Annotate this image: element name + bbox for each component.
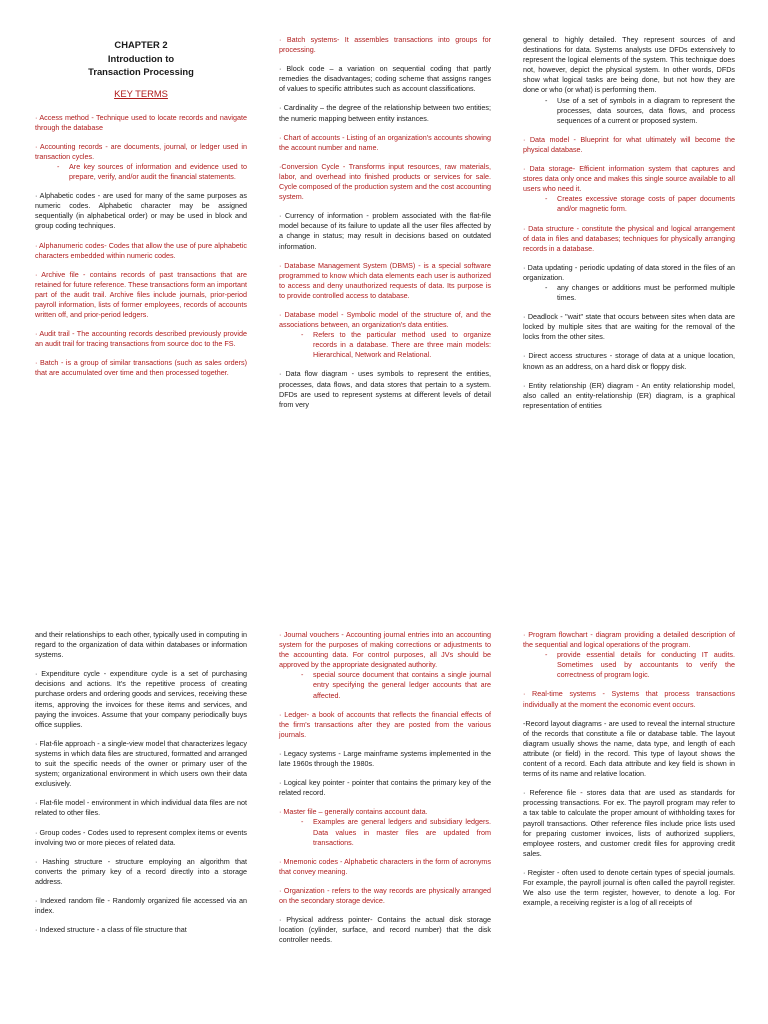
glossary-entry-text: · Data model - Blueprint for what ultimately will become the physical database. [523,134,735,154]
glossary-entry [35,798,247,818]
glossary-entry [523,312,735,342]
glossary-entry [523,35,735,126]
glossary-entry [523,135,735,155]
glossary-sub-list [557,194,735,214]
glossary-entry [523,689,735,709]
glossary-entry-text: · Alphanumeric codes- Codes that allow the use of pure alphabetic characters embedded within numeric codes. [35,240,247,260]
glossary-entry-text: · Accounting records - are documents, journal, or ledger used in transaction cycles. [35,141,247,161]
chapter-title-line-2: Transaction Processing [88,66,194,77]
glossary-entry [35,630,247,660]
top-col3-entries [523,35,735,411]
top-col2-entries [279,35,491,410]
top-column-2 [279,35,491,419]
glossary-entry [279,162,491,202]
glossary-entry-text: · Expenditure cycle - expenditure cycle is a set of purchasing decisions and actions. It's the repetitive process of creating purchase orders and ordering goods and services, receiving these items, approving the invoices for these items and services, and paying the invoices. Assume that your company periodically buys office supplies. [35,669,247,729]
glossary-sub-list [557,283,735,303]
glossary-entry-text: · Archive file - contains records of past transactions that are retained for future reference. These transactions form an important part of the audit trail. Archive files include journals, prior-period payroll information, lists of former employees, records of accounts written off, and prior-period ledgers. [35,269,248,320]
glossary-entry [279,310,491,360]
glossary-entry-text: · Cardinality – the degree of the relationship between two entities; the numeric mapping between entity instances. [279,103,491,123]
glossary-entry-text: · Ledger- a book of accounts that reflects the financial effects of the firm's transactions after they are posted from the various journals. [279,709,491,739]
glossary-entry-text: · Direct access structures - storage of data at a unique location, known as an address, on a hard disk or floppy disk. [523,351,735,371]
glossary-entry [279,886,491,906]
glossary-entry [279,710,491,740]
bottom-column-2 [279,630,491,954]
glossary-sub-item: - Refers to the particular method used to organize records in a database. There are three main models: Hierarchical, Network and Relational. [313,330,491,360]
glossary-entry-text: -Record layout diagrams - are used to reveal the internal structure of the records that constitute a file or database table. The layout diagram usually shows the name, data type, and length of each attribute (or field) in the record. This type of layout shows the content of a record. Each data attribute and key field is shown in terms of its name and relative location. [523,718,735,779]
glossary-entry [35,191,247,231]
bottom-col3-entries [523,630,735,908]
glossary-entry [35,896,247,916]
glossary-entry-text: · Block code – a variation on sequential coding that partly remedies the disadvantages; coding scheme that assigns ranges of values to specific attributes such as account classifications. [279,64,491,94]
glossary-entry-text: · Group codes - Codes used to represent complex items or events involving two or more pieces of related data. [35,827,247,847]
glossary-entry [279,64,491,94]
top-col1-entries [35,113,247,379]
bottom-col2-entries [279,630,491,945]
top-column-3 [523,35,735,420]
glossary-entry-text: · Reference file - stores data that are used as standards for processing transactions. For ex. The payroll program may refer to a tax table to calculate the proper amount of withholding taxes for payroll transactions. Other reference files include price lists used for preparing customer invoices, lists of authorized suppliers, employee rosters, and customer credit files for approving credit sales. [523,788,735,858]
glossary-entry-text: · Audit trail - The accounting records described previously provide an audit trail for tracing transactions from source doc to the FS. [35,329,247,349]
glossary-entry-text: · Data storage- Efficient information system that captures and stores data only once and makes this single source available to all users who need it. [523,164,735,194]
glossary-entry-text: · Organization - refers to the way records are physically arranged on the secondary storage device. [279,885,491,905]
glossary-entry [279,630,491,701]
glossary-entry [279,369,491,409]
glossary-entry-text: · Logical key pointer - pointer that contains the primary key of the related record. [279,778,491,798]
glossary-entry-text: · Register - often used to denote certain types of special journals. For example, the payroll journal is often called the payroll register. We also use the term register, however, to denote a log. For example, a receiving register is a log of all receipts of [523,867,735,908]
glossary-entry-text: · Master file – generally contains account data. [279,807,428,817]
glossary-entry [279,211,491,251]
glossary-entry [523,630,735,680]
bottom-col1-entries [35,630,247,935]
glossary-entry-text: · Database Management System (DBMS) - is a special software programmed to know which data elements each user is authorized to access and deny unauthorized requests of data. Its purpose is to provide controlled access to database. [279,260,491,300]
glossary-entry-text: · Program flowchart - diagram providing a detailed description of the sequential and logical operations of the program. [523,630,735,650]
glossary-entry-text: · Data structure - constitute the physical and logical arrangement of data in files and databases; techniques for physically arranging records in a database. [523,223,735,253]
top-column-1 [35,38,247,388]
glossary-entry-text: · Flat-file approach - a single-view model that characterizes legacy systems in which data files are structured, formatted and arranged to suit the specific needs of the owner or primary user of the system; organizational environment in which users own their data exclusively. [35,738,247,789]
glossary-entry [523,788,735,859]
glossary-entry-text: · Real-time systems - Systems that process transactions individually at the moment the economic event occurs. [523,689,735,709]
glossary-entry-text: · Journal vouchers - Accounting journal entries into an accounting system for the purposes of making corrections or adjustments to the accounting data. For control purposes, all JVs should be approved by the appropriate designated authority. [279,630,491,670]
glossary-sub-list [313,817,491,847]
glossary-sub-list [557,650,735,680]
glossary-entry [523,381,735,411]
glossary-sub-item: - Examples are general ledgers and subsidiary ledgers. Data values in master files are updated from transactions. [313,817,491,847]
glossary-entry [279,915,491,945]
glossary-entry-text: · Batch systems- It assembles transactions into groups for processing. [279,35,491,55]
glossary-entry [35,113,247,133]
glossary-sub-list [313,330,491,360]
glossary-entry [523,263,735,303]
chapter-label: CHAPTER 2 [114,39,168,50]
glossary-entry-text: · Deadlock - "wait" state that occurs between sites when data are locked by multiple sites that are waiting for the removal of the locks from the other sites. [523,312,735,342]
glossary-entry [35,925,247,935]
glossary-entry-text: general to highly detailed. They represent sources of and destinations for data. Systems analysts use DFDs extensively to represent the logical elements of the system. This technique does not, however, depict the physical system. In other words, DFDs show what logical tasks are being done, but not how they are done or who (or what) is performing them. [523,35,735,95]
glossary-entry-text: · Indexed structure - a class of file structure that [35,925,187,935]
glossary-entry-text: · Access method - Technique used to locate records and navigate through the database [35,112,247,132]
glossary-entry-text: · Legacy systems - Large mainframe systems implemented in the late 1960s through the 1980s. [279,748,491,769]
glossary-sub-item: - provide essential details for conducting IT audits. Sometimes used by accountants to verify the correctness of program logic. [557,650,735,680]
glossary-entry [35,241,247,261]
glossary-entry-text: · Alphabetic codes - are used for many of the same purposes as numeric codes. Alphabetic character may be assigned sequentially (in alphabetical order) or may be used in block and group coding techniques. [35,191,247,231]
bottom-column-3 [523,630,735,917]
glossary-entry [279,133,491,153]
glossary-entry [279,807,491,847]
glossary-sub-item: - special source document that contains a single journal entry specifying the general ledger accounts that are affected. [313,670,491,700]
glossary-entry [35,142,247,182]
glossary-sub-item: - Are key sources of information and evidence used to prepare, verify, and/or audit the financial statements. [69,162,247,182]
glossary-entry [279,35,491,55]
glossary-entry [35,857,247,887]
glossary-sub-list [313,670,491,700]
glossary-entry-text: · Hashing structure - structure employing an algorithm that converts the primary key of a record directly into a storage address. [35,856,247,886]
glossary-sub-item: - Creates excessive storage costs of paper documents and/or magnetic form. [557,194,735,214]
glossary-entry [279,103,491,123]
glossary-entry-text: · Entity relationship (ER) diagram - An entity relationship model, also called an entity-relationship (ER) diagram, is a graphical representation of entities [523,380,735,410]
glossary-entry-text: · Flat-file model - environment in which individual data files are not related to other files. [35,798,247,818]
glossary-entry [279,261,491,301]
key-terms-heading: KEY TERMS [114,87,168,99]
glossary-entry [523,719,735,780]
glossary-entry [523,224,735,254]
glossary-entry [35,739,247,789]
glossary-entry-text: · Currency of information - problem associated with the flat-file model because of its failure to update all the user files affected by a change in status; may result in decisions based on outdated information. [279,211,491,251]
glossary-entry-text: · Physical address pointer- Contains the actual disk storage location (cylinder, surface, and record number) that the disk controller needs. [279,915,491,945]
glossary-entry [35,669,247,730]
glossary-sub-list [557,96,735,126]
glossary-entry [279,778,491,798]
glossary-entry-text: and their relationships to each other, typically used in computing in regard to the organization of data within databases or information systems. [35,630,247,660]
glossary-sub-item: - Use of a set of symbols in a diagram to represent the processes, data sources, data flows, and process sequences of a current or proposed system. [557,96,735,126]
glossary-sub-item: - any changes or additions must be performed multiple times. [557,283,735,303]
glossary-entry-text: · Data updating - periodic updating of data stored in the files of an organization. [523,262,735,282]
glossary-entry [35,358,247,378]
glossary-sub-list [69,162,247,182]
glossary-entry-text: · Batch - is a group of similar transactions (such as sales orders) that are accumulated over time and then processed together. [35,358,247,378]
glossary-entry [35,270,247,320]
glossary-entry-text: · Database model - Symbolic model of the structure of, and the associations between, an organization's data entities. [279,309,491,330]
glossary-entry [523,164,735,214]
glossary-entry [35,329,247,349]
glossary-entry-text: ·Conversion Cycle - Transforms input resources, raw materials, labor, and overhead into finished products or services for sale. Cycle composed of the production system and the cost accounting system. [279,161,491,202]
glossary-entry [523,868,735,908]
glossary-entry [523,351,735,371]
glossary-entry-text: · Data flow diagram - uses symbols to represent the entities, processes, data flows, and data stores that pertain to a system. DFDs are used to represent systems at different levels of detail from very [279,369,491,409]
bottom-column-1 [35,630,247,944]
glossary-entry-text: · Chart of accounts - Listing of an organization's accounts showing the account number and name. [279,132,491,152]
glossary-entry-text: · Mnemonic codes - Alphabetic characters in the form of acronyms that convey meaning. [279,856,491,876]
glossary-entry [279,749,491,769]
glossary-entry [279,857,491,877]
glossary-entry-text: · Indexed random file - Randomly organized file accessed via an index. [35,895,247,916]
chapter-title-line-1: Introduction to [107,52,175,64]
glossary-entry [35,828,247,848]
